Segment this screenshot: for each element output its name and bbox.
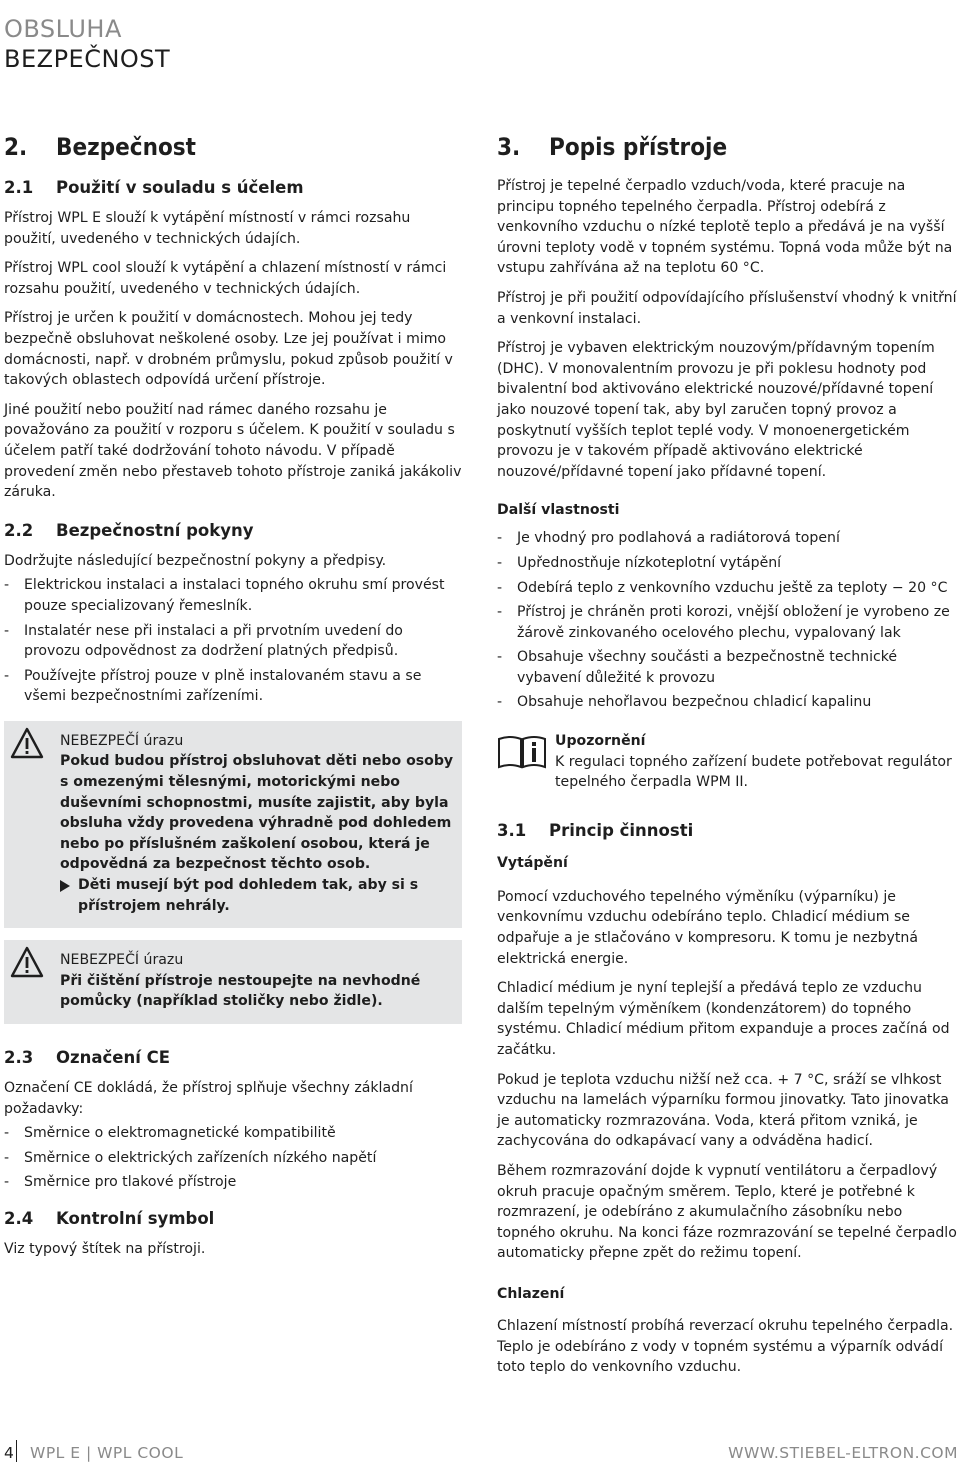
section-2-heading [4, 132, 462, 162]
paragraph: Viz typový štítek na přístroji. [4, 1240, 206, 1257]
section-number: 3. [497, 133, 521, 161]
section-number: 2.3 [4, 1048, 34, 1067]
list-item: - Směrnice o elektromagnetické kompatibilitě [4, 1123, 462, 1144]
danger-box [4, 721, 462, 928]
section-title: Princip činnosti [549, 820, 694, 840]
page-header [4, 14, 170, 74]
list-item: - Obsahuje nehořlavou bezpečnou chladicí kapalinu [497, 692, 960, 713]
page-number: 4 [4, 1444, 15, 1462]
danger-title: NEBEZPEČÍ úrazu [60, 952, 184, 969]
section-number: 2.2 [4, 520, 34, 540]
section-number: 2. [4, 133, 28, 161]
paragraph: Chladicí médium je nyní teplejší a předává teplo ze vzduchu dalším tepelným výměníkem (kondenzátorem) do topného systému. Chladicí médium přitom expanduje a proces začíná od začátku. [497, 980, 950, 1058]
header-subsection: BEZPEČNOST [4, 45, 171, 73]
right-column [497, 132, 960, 1387]
paragraph: Přístroj je při použití odpovídajícího příslušenství vhodný k vnitřní a venkovní instalaci. [497, 289, 957, 327]
warning-icon [10, 727, 44, 759]
ce-list [4, 1123, 462, 1193]
danger-box [4, 940, 462, 1024]
danger-body: Pokud budou přístroj obsluhovat děti nebo osoby s omezenými tělesnými, motorickými nebo duševními schopnostmi, musíte zajistit, aby byla obsluha vždy provedena výhradně pod dohledem nebo po příslušném zaškolení osobou, která je odpovědná za bezpečnost těchto osob. [60, 753, 454, 873]
section-3-1-heading [497, 819, 960, 843]
section-title: Bezpečnostní pokyny [56, 520, 254, 540]
list-item: - Elektrickou instalaci a instalaci topného okruhu smí provést pouze specializovaný řemeslník. [4, 575, 462, 616]
list-item: - Upřednostňuje nízkoteplotní vytápění [497, 553, 960, 574]
safety-list [4, 575, 462, 707]
danger-action-text: Děti musejí být pod dohledem tak, aby si s přístrojem nehrály. [78, 877, 419, 914]
danger-body: Při čištění přístroje nestoupejte na nevhodné pomůcky (například stoličky nebo židle). [60, 972, 421, 1010]
list-item: - Směrnice pro tlakové přístroje [4, 1172, 462, 1193]
list-item: - Instalatér nese při instalaci a při prvotním uvedení do provozu odpovědnost za dodržení platných předpisů. [4, 621, 462, 662]
list-item: - Používejte přístroj pouze v plně instalovaném stavu a se všemi bezpečnostními zařízeními. [4, 666, 462, 707]
footer-divider [16, 1440, 17, 1462]
footer-model: WPL E | WPL COOL [30, 1444, 184, 1462]
paragraph: Přístroj WPL cool slouží k vytápění a chlazení místností v rámci rozsahu použití, uvedeného v technických údajích. [4, 260, 447, 297]
list-item: - Přístroj je chráněn proti korozi, vnější obložení je vyrobeno ze žárově zinkovaného ocelového plechu, vypalovaný lak [497, 602, 960, 643]
cooling-heading: Chlazení [497, 1285, 565, 1302]
header-section: OBSLUHA [4, 15, 122, 43]
page-footer [0, 1438, 960, 1465]
paragraph: Pomocí vzduchového tepelného výměníku (výparníku) je venkovnímu vzduchu odebíráno teplo. Chladicí médium se odpařuje a je stlačováno v kompresoru. K tomu je nezbytná elektrická energie. [497, 888, 918, 967]
list-item: - Odebírá teplo z venkovního vzduchu ještě za teploty − 20 °C [497, 578, 960, 599]
paragraph: Přístroj je tepelné čerpadlo vzduch/voda, které pracuje na principu topného tepelného čerpadla. Přístroj odebírá z venkovního vzduchu o nízké teplotě teplo a předává je na vyšší úrovni teploty vodě v topném systému. Topná voda může být na vstupu zahřívána až na teplotu 60 °C. [497, 178, 953, 277]
section-2-4-heading [4, 1207, 462, 1231]
section-title: Použití v souladu s účelem [56, 178, 304, 197]
section-2-2-heading [4, 519, 462, 543]
danger-title: NEBEZPEČÍ úrazu [60, 732, 184, 749]
note-body: K regulaci topného zařízení budete potřebovat regulátor tepelného čerpadla WPM II. [555, 753, 952, 791]
paragraph: Jiné použití nebo použití nad rámec daného rozsahu je považováno za použití v rozporu s účelem. K použití v souladu s účelem patří také dodržování tohoto návodu. V případě provedení změn nebo přestaveb tohoto přístroje zaniká jakákoliv záruka. [4, 401, 462, 501]
section-number: 2.4 [4, 1208, 34, 1228]
section-2-3-heading [4, 1046, 462, 1070]
list-item: - Je vhodný pro podlahová a radiátorová topení [497, 528, 960, 549]
section-3-heading [497, 132, 960, 162]
danger-action [60, 875, 456, 916]
paragraph: Označení CE dokládá, že přístroj splňuje všechny základní požadavky: [4, 1080, 413, 1117]
section-title: Popis přístroje [549, 133, 728, 161]
footer-website: WWW.STIEBEL-ELTRON.COM [728, 1444, 958, 1462]
features-heading: Další vlastnosti [497, 502, 620, 519]
section-2-1-heading [4, 176, 462, 200]
section-title: Označení CE [56, 1048, 171, 1067]
list-item: - Obsahuje všechny součásti a bezpečnostně technické vybavení důležité k provozu [497, 647, 960, 688]
info-book-icon [497, 735, 547, 769]
note-title: Upozornění [555, 733, 646, 750]
heating-heading: Vytápění [497, 854, 568, 871]
paragraph: Dodržujte následující bezpečnostní pokyny a předpisy. [4, 552, 387, 569]
paragraph: Chlazení místností probíhá reverzací okruhu tepelného čerpadla. Teplo je odebíráno z vody v topném systému a výparník odvádí toto teplo do venkovního vzduchu. [497, 1317, 954, 1376]
paragraph: Přístroj je vybaven elektrickým nouzovým/přídavným topením (DHC). V monovalentním provozu je při poklesu hodnoty pod bivalentní bod aktivováno elektrické nouzové/přídavné topení jako nouzové topení tak, aby byl zaručen topný provoz a poskytnutí vyšších teplot teplé vody. V monoenergetickém provozu je v takovém případě aktivováno elektrické nouzové/přídavné topení jako přídavné topení. [497, 340, 935, 480]
paragraph: Přístroj je určen k použití v domácnostech. Mohou jej tedy bezpečně obsluhovat neškolené osoby. Lze jej používat i mimo domácnosti, např. v drobném průmyslu, pokud způsob použití v takových oblastech odpovídá určení přístroje. [4, 310, 453, 389]
list-item: - Směrnice o elektrických zařízeních nízkého napětí [4, 1148, 462, 1169]
warning-icon [10, 946, 44, 978]
arrow-right-icon [60, 880, 70, 892]
section-title: Kontrolní symbol [56, 1208, 215, 1228]
features-list [497, 528, 960, 713]
paragraph: Během rozmrazování dojde k vypnutí ventilátoru a čerpadlový okruh pracuje opačným směrem. Teplo, které je potřebné k rozmrazení, je odebíráno z akumulačního zásobníku nebo topného okruhu. Na konci fáze rozmrazování se tepelné čerpadlo automaticky přepne zpět do režimu topení. [497, 1162, 957, 1262]
section-number: 2.1 [4, 178, 34, 197]
section-title: Bezpečnost [56, 133, 196, 161]
paragraph: Přístroj WPL E slouží k vytápění místností v rámci rozsahu použití, uvedeného v technických údajích. [4, 210, 411, 247]
note-box [497, 731, 960, 793]
paragraph: Pokud je teplota vzduchu nižší než cca. + 7 °C, sráží se vlhkost vzduchu na lamelách výparníku formou jinovatky. Tato jinovatka je automaticky rozmrazována. Voda, která přitom vzniká, je zachycována do odkapávací vany a odváděna hadicí. [497, 1071, 949, 1150]
section-number: 3.1 [497, 820, 527, 840]
left-column [4, 132, 462, 1269]
